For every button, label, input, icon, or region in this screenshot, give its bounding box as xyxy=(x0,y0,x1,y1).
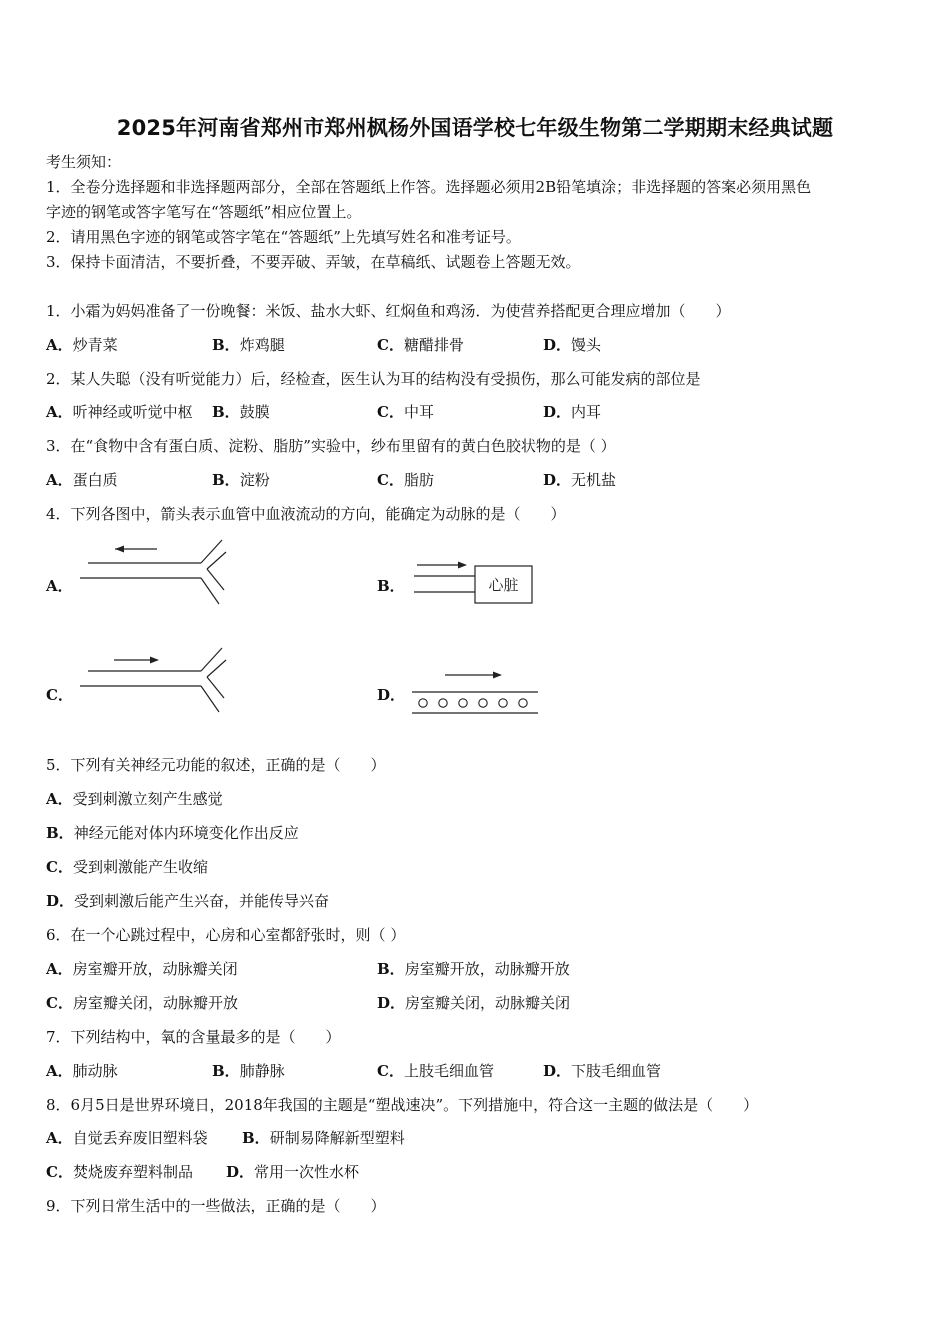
option-c[interactable]: C． xyxy=(46,686,73,704)
question-1-stem: 1．小霜为妈妈准备了一份晚餐：米饭、盐水大虾、红焖鱼和鸡汤．为使营养搭配更合理应增加（ ） xyxy=(46,302,731,320)
option-a[interactable]: A．蛋白质 xyxy=(46,471,118,489)
option-b[interactable]: B．肺静脉 xyxy=(212,1062,285,1080)
notice-heading: 考生须知： xyxy=(46,153,122,171)
option-a[interactable]: A．炒青菜 xyxy=(46,336,118,354)
option-b[interactable]: B．鼓膜 xyxy=(212,403,270,421)
option-c[interactable]: C．受到刺激能产生收缩 xyxy=(46,858,208,876)
option-d[interactable]: D．馒头 xyxy=(543,336,602,354)
branch-upper-inner xyxy=(207,660,226,677)
branch-lower-inner xyxy=(207,569,224,590)
branch-upper-outer xyxy=(201,540,222,563)
branch-upper-outer xyxy=(201,648,222,671)
question-2-stem: 2．某人失聪（没有听觉能力）后，经检查，医生认为耳的结构没有受损伤，那么可能发病的部位是 xyxy=(46,370,701,388)
option-d[interactable]: D．无机盐 xyxy=(543,471,617,489)
option-d[interactable]: D． xyxy=(377,686,406,704)
option-a[interactable]: A．肺动脉 xyxy=(46,1062,118,1080)
notice-line: 3．保持卡面清洁，不要折叠，不要弄破、弄皱，在草稿纸、试题卷上答题无效。 xyxy=(46,253,581,271)
notice-line: 2．请用黑色字迹的钢笔或答字笔在“答题纸”上先填写姓名和准考证号。 xyxy=(46,228,521,246)
branch-lower-outer xyxy=(201,686,219,712)
option-d[interactable]: D．下肢毛细血管 xyxy=(543,1062,662,1080)
page-title: 2025年河南省郑州市郑州枫杨外国语学校七年级生物第二学期期末经典试题 xyxy=(116,116,834,140)
question-6-stem: 6．在一个心跳过程中，心房和心室都舒张时，则（ ） xyxy=(46,926,406,944)
arrow-head-right xyxy=(493,672,502,679)
option-d[interactable]: D．受到刺激后能产生兴奋，并能传导兴奋 xyxy=(46,892,330,910)
option-b[interactable]: B． xyxy=(377,577,405,595)
question-9-stem: 9．下列日常生活中的一些做法，正确的是（ ） xyxy=(46,1197,386,1215)
option-c[interactable]: C．糖醋排骨 xyxy=(377,336,464,354)
option-c[interactable]: C．脂肪 xyxy=(377,471,434,489)
option-b[interactable]: B．房室瓣开放，动脉瓣开放 xyxy=(377,960,570,978)
blood-cell xyxy=(419,699,427,707)
option-b[interactable]: B．神经元能对体内环境变化作出反应 xyxy=(46,824,299,842)
option-a[interactable]: A．房室瓣开放，动脉瓣关闭 xyxy=(46,960,238,978)
branch-lower-outer xyxy=(201,578,219,604)
question-3-stem: 3．在“食物中含有蛋白质、淀粉、脂肪”实验中，纱布里留有的黄白色胶状物的是（ ） xyxy=(46,437,616,455)
option-a[interactable]: A． xyxy=(46,577,73,595)
option-a[interactable]: A．自觉丢弃废旧塑料袋 xyxy=(46,1129,208,1147)
option-b[interactable]: B．淀粉 xyxy=(212,471,270,489)
blood-cell xyxy=(439,699,447,707)
blood-cell xyxy=(519,699,527,707)
vessel-figure-a xyxy=(74,538,234,610)
arrow-head-right xyxy=(458,562,467,569)
option-c[interactable]: C．上肢毛细血管 xyxy=(377,1062,494,1080)
question-5-stem: 5．下列有关神经元功能的叙述，正确的是（ ） xyxy=(46,756,386,774)
notice-line: 1．全卷分选择题和非选择题两部分，全部在答题纸上作答。选择题必须用2B铅笔填涂；非选择题的答案必须用黑色 xyxy=(46,178,812,196)
option-c[interactable]: C．房室瓣关闭，动脉瓣开放 xyxy=(46,994,238,1012)
option-d[interactable]: D．常用一次性水杯 xyxy=(226,1163,360,1181)
option-a[interactable]: A．听神经或听觉中枢 xyxy=(46,403,193,421)
vessel-figure-b xyxy=(405,556,540,608)
vessel-figure-c xyxy=(74,646,234,718)
blood-cell xyxy=(459,699,467,707)
option-c[interactable]: C．焚烧废弃塑料制品 xyxy=(46,1163,193,1181)
heart-label: 心脏 xyxy=(488,576,519,594)
branch-lower-inner xyxy=(207,677,224,698)
arrow-head-right xyxy=(150,657,159,664)
branch-upper-inner xyxy=(207,552,226,569)
option-b[interactable]: B．研制易降解新型塑料 xyxy=(242,1129,405,1147)
question-8-stem: 8．6月5日是世界环境日，2018年我国的主题是“塑战速决”。下列措施中，符合这一主题的做法是（ ） xyxy=(46,1096,759,1114)
blood-cell xyxy=(499,699,507,707)
vessel-figure-d xyxy=(405,666,545,718)
option-b[interactable]: B．炸鸡腿 xyxy=(212,336,285,354)
option-c[interactable]: C．中耳 xyxy=(377,403,434,421)
option-a[interactable]: A．受到刺激立刻产生感觉 xyxy=(46,790,223,808)
arrow-head-left xyxy=(115,546,124,553)
question-4-stem: 4．下列各图中，箭头表示血管中血液流动的方向，能确定为动脉的是（ ） xyxy=(46,505,566,523)
notice-line: 字迹的钢笔或答字笔写在“答题纸”相应位置上。 xyxy=(46,203,362,221)
option-d[interactable]: D．房室瓣关闭，动脉瓣关闭 xyxy=(377,994,571,1012)
question-7-stem: 7．下列结构中，氧的含量最多的是（ ） xyxy=(46,1028,341,1046)
option-d[interactable]: D．内耳 xyxy=(543,403,602,421)
blood-cell xyxy=(479,699,487,707)
